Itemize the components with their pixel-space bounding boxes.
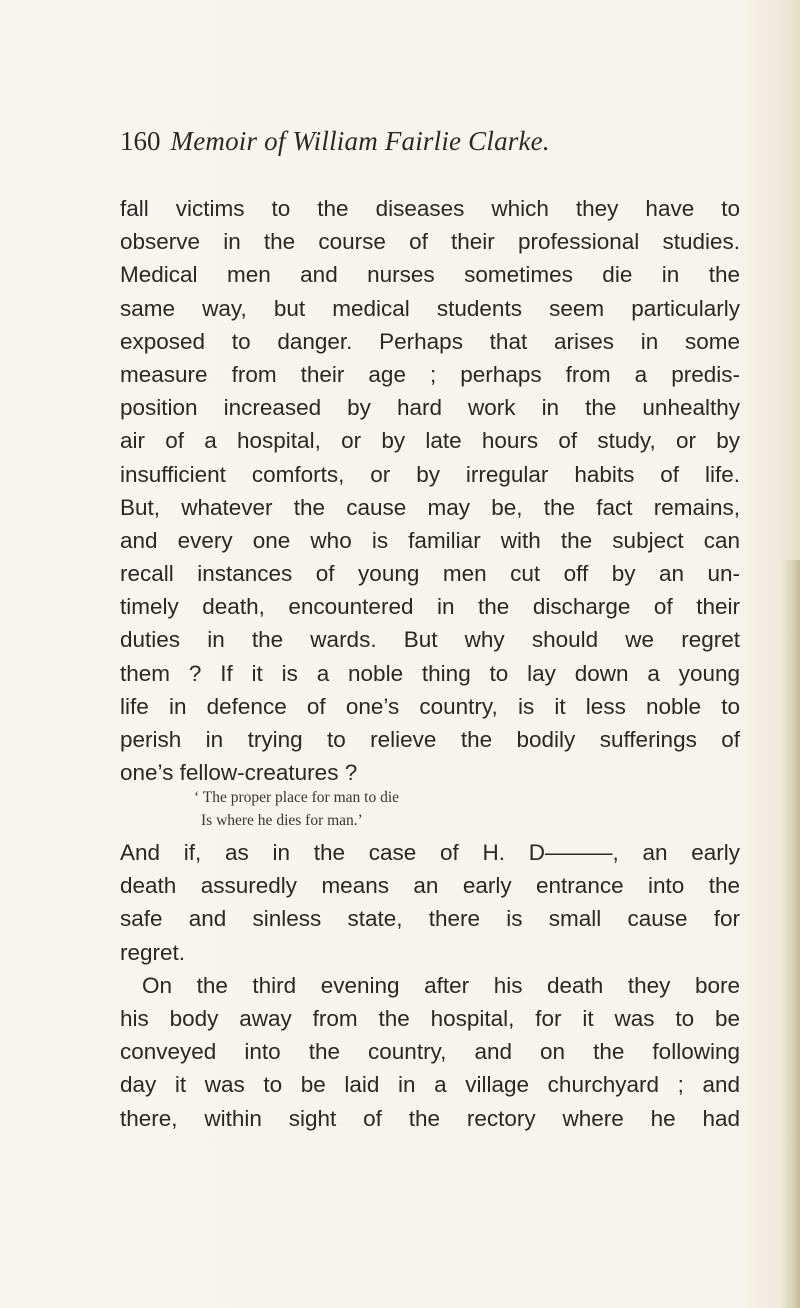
text-line: position increased by hard work in the unhealthy (120, 395, 740, 421)
page-number: 160 (120, 126, 161, 156)
text-line: But, whatever the cause may be, the fact remains, (120, 494, 740, 520)
text-line: Medical men and nurses sometimes die in the (120, 262, 740, 288)
running-title: Memoir of William Fairlie Clarke. (170, 126, 550, 156)
text-line: measure from their age ; perhaps from a predis- (120, 361, 740, 387)
text-line: them ? If it is a noble thing to lay down a young (120, 660, 740, 686)
text-line: recall instances of young men cut off by an un- (120, 561, 740, 587)
text-line: fall victims to the diseases which they have to (120, 196, 740, 221)
text-line: And if, as in the case of H. D———, an early (120, 840, 740, 865)
text-line: exposed to danger. Perhaps that arises in some (120, 328, 740, 354)
text-line: timely death, encountered in the discharge of their (120, 594, 740, 620)
text-line: and every one who is familiar with the subject can (120, 527, 740, 553)
text-line: duties in the wards. But why should we regret (120, 627, 740, 653)
text-line: same way, but medical students seem particularly (120, 295, 740, 321)
text-line: regret. (120, 939, 186, 965)
quote-line: Is where he dies for man.’ (201, 812, 363, 829)
text-line: insufficient comforts, or by irregular habits of life. (120, 461, 740, 487)
text-line: life in defence of one’s country, is it less noble to (120, 693, 740, 719)
text-line: conveyed into the country, and on the following (120, 1039, 740, 1065)
page-edge-shadow (782, 560, 800, 1308)
verse-quotation (194, 786, 594, 832)
text-line: On the third evening after his death they bore (142, 972, 740, 998)
text-line: air of a hospital, or by late hours of study, or by (120, 428, 740, 454)
paragraph-1 (120, 192, 740, 789)
text-line: perish in trying to relieve the bodily sufferings of (120, 727, 740, 752)
text-line: one’s fellow-creatures ? (120, 760, 358, 786)
text-line: death assuredly means an early entrance into the (120, 873, 740, 899)
running-head (120, 126, 740, 170)
text-line: safe and sinless state, there is small cause for (120, 906, 740, 932)
text-line: his body away from the hospital, for it was to be (120, 1005, 740, 1031)
paragraph-3 (120, 969, 740, 1135)
text-line: day it was to be laid in a village churchyard ; and (120, 1072, 740, 1098)
paragraph-2 (120, 836, 740, 1135)
quote-line: ‘ The proper place for man to die (194, 789, 400, 806)
text-line: there, within sight of the rectory where he had (120, 1105, 740, 1131)
text-line: observe in the course of their professional studies. (120, 229, 740, 255)
